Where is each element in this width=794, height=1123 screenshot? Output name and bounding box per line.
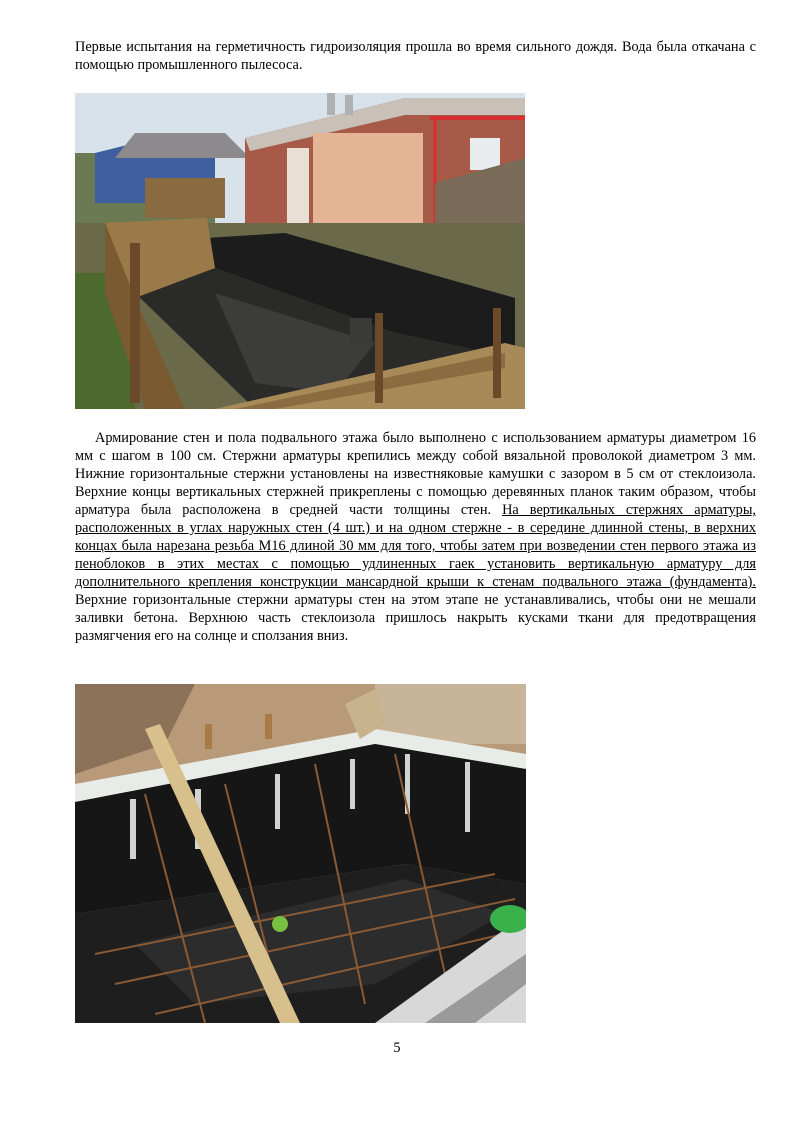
photo-basement-pit-after-rain bbox=[75, 93, 525, 409]
paragraph-reinforcement-text-1: Армирование стен и пола подвального этажа было выполнено с использованием арматуры диаметром 16 мм с шагом в 100 см. Стержни арматуры крепились между собой вязальной проволокой диаметром 3 мм. Нижние горизонтальные стержни установлены на известняковые камушки с зазором в 5 см от стеклоизола. Верхние концы вертикальных стержней прикреплены с помощью деревянных планок таким образом, чтобы арматура была расположена в средней части толщины стен. bbox=[75, 430, 756, 518]
page-number: 5 bbox=[393, 1040, 401, 1056]
paragraph-rain-test: Первые испытания на герметичность гидроизоляция прошла во время сильного дождя. Вода была откачана с помощью промышленного пылесоса. bbox=[75, 39, 756, 73]
paragraph-reinforcement-text-2: Верхние горизонтальные стержни арматуры стен на этом этапе не устанавливались, чтобы они не мешали заливки бетона. Верхнюю часть стеклоизола пришлось накрыть кусками ткани для предотвращения размягчения его на солнце и сползания вниз. bbox=[75, 592, 756, 644]
paragraph-reinforcement bbox=[75, 429, 756, 645]
paragraph-reinforcement-underlined: На вертикальных стержнях арматуры, расположенных в углах наружных стен (4 шт.) и на одном стержне - в середине длинной стены, в верхних концах была нарезана резьба М16 длиной 30 мм для того, чтобы затем при возведении стен первого этажа из пеноблоков в этих местах с помощью удлиненных гаек установить вертикальную арматуру для дополнительного крепления конструкции мансардной крыши к стенам подвального этажа (фундамента). bbox=[75, 502, 757, 590]
photo-rebar-in-pit bbox=[75, 684, 526, 1023]
